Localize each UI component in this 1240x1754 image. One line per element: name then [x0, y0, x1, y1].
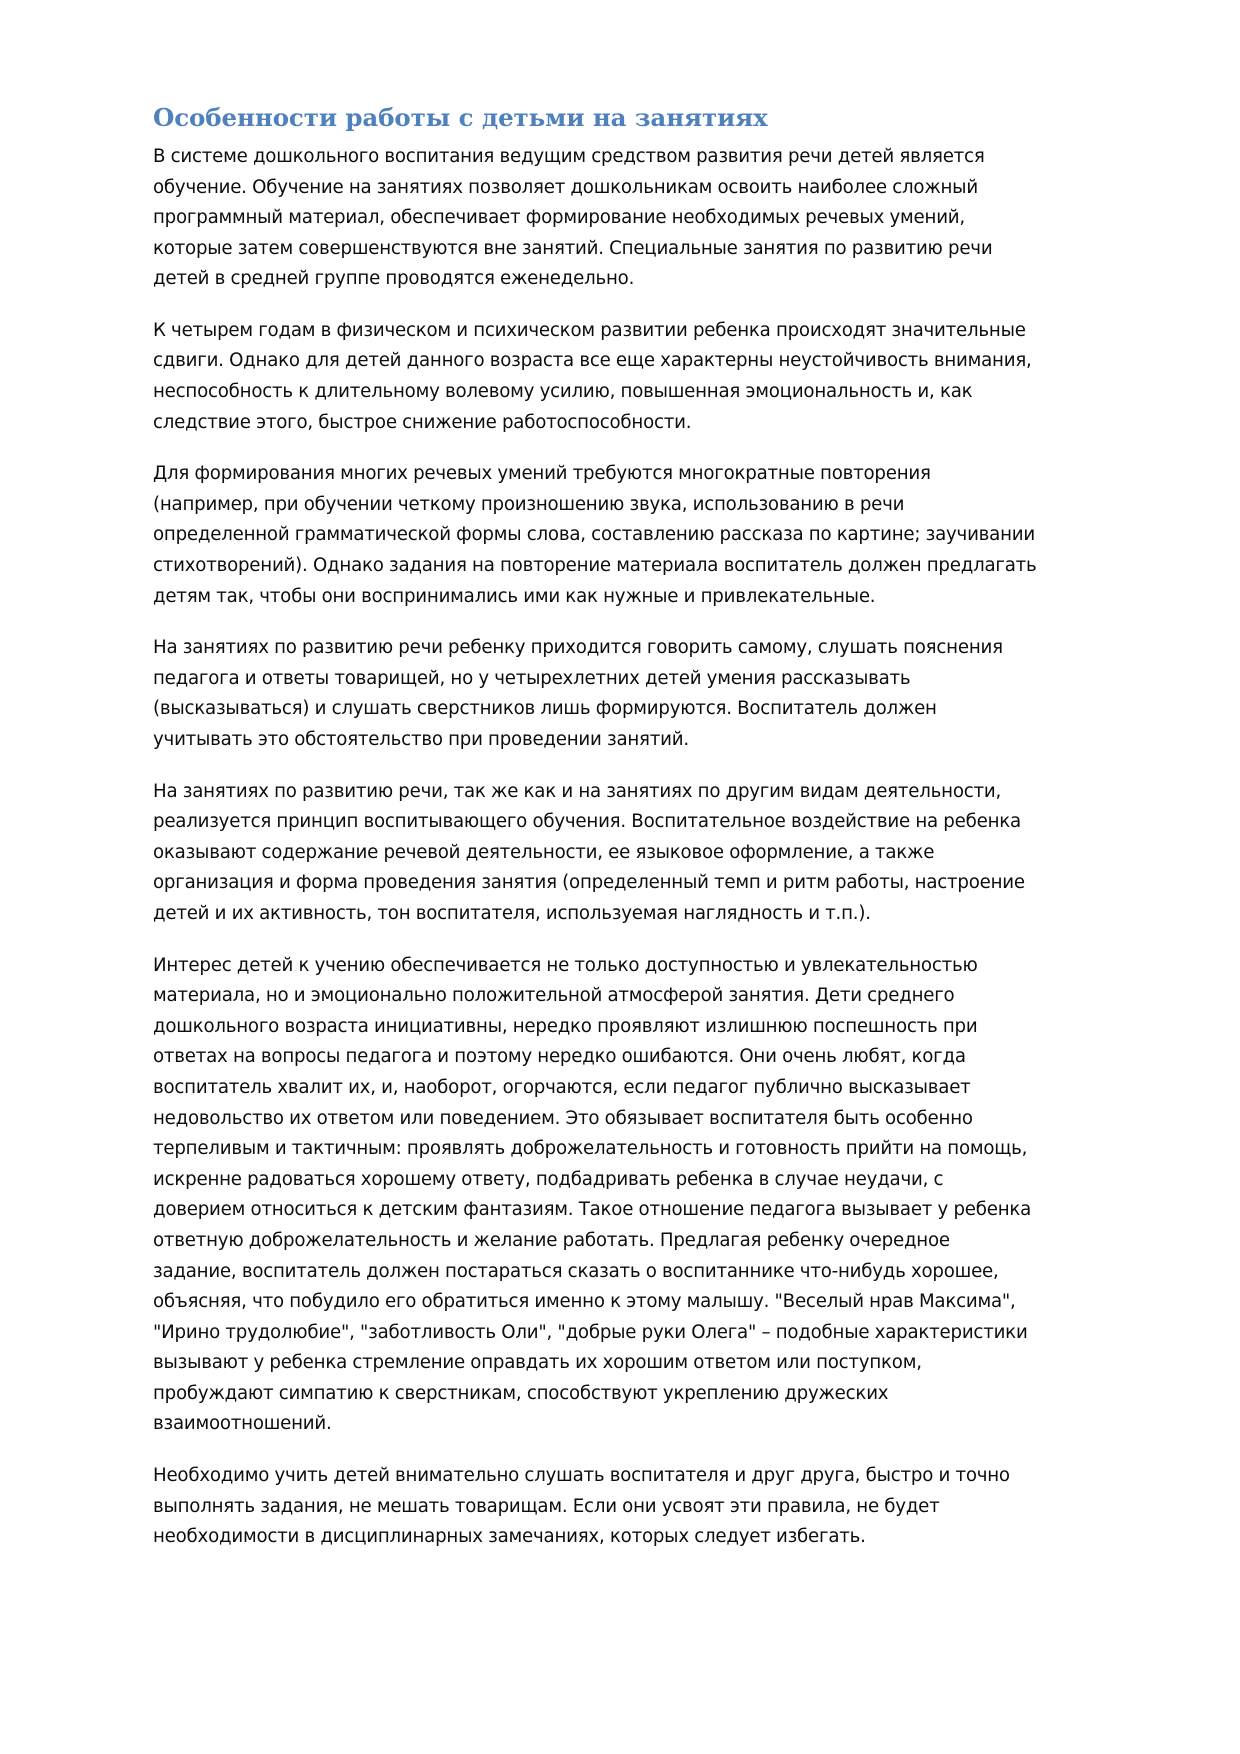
paragraph: В системе дошкольного воспитания ведущим средством развития речи детей является обучение. Обучение на занятиях позволяет дошкольникам освоить наиболее сложный программный материал, обеспечивает формирование необходимых речевых умений, которые затем совершенствуются вне занятий. Специальные занятия по развитию речи детей в средней группе проводятся еженедельно.: [153, 145, 993, 290]
paragraph: На занятиях по развитию речи ребенку приходится говорить самому, слушать пояснения педагога и ответы товарищей, но у четырехлетних детей умения рассказывать (высказываться) и слушать сверстников лишь формируются. Воспитатель должен учитывать это обстоятельство при проведении занятий.: [153, 637, 1003, 750]
paragraph: К четырем годам в физическом и психическом развитии ребенка происходят значительные сдвиги. Однако для детей данного возраста все еще характерны неустойчивость внимания, неспособность к длительному волевому усилию, повышенная эмоциональность и, как следствие этого, быстрое снижение работоспособности.: [153, 319, 1032, 433]
paragraph: Для формирования многих речевых умений требуются многократные повторения (например, при обучении четкому произношению звука, использованию в речи определенной грамматической формы слова, составлению рассказа по картине; заучивании стихотворений). Однако задания на повторение материала воспитатель должен предлагать детям так, чтобы они воспринимались ими как нужные и привлекательные.: [153, 463, 1037, 607]
paragraph: На занятиях по развитию речи, так же как и на занятиях по другим видам деятельности, реализуется принцип воспитывающего обучения. Воспитательное воздействие на ребенка оказывают содержание речевой деятельности, ее языковое оформление, а также организация и форма проведения занятия (определенный темп и ритм работы, настроение детей и их активность, тон воспитателя, используемая наглядность и т.п.).: [153, 780, 1025, 924]
paragraph: Интерес детей к учению обеспечивается не только доступностью и увлекательностью материала, но и эмоционально положительной атмосферой занятия. Дети среднего дошкольного возраста инициативны, нередко проявляют излишнюю поспешность при ответах на вопросы педагога и поэтому нередко ошибаются. Они очень любят, когда воспитатель хвалит их, и, наоборот, огорчаются, если педагог публично высказывает недовольство их ответом или поведением. Это обязывает воспитателя быть особенно терпеливым и тактичным: проявлять доброжелательность и готовность прийти на помощь, искренне радоваться хорошему ответу, подбадривать ребенка в случае неудачи, с доверием относиться к детским фантазиям. Такое отношение педагога вызывает у ребенка ответную доброжелательность и желание работать. Предлагая ребенку очередное задание, воспитатель должен постараться сказать о воспитаннике что-нибудь хорошее, объясняя, что побудило его обратиться именно к этому малышу. "Веселый нрав Максима", "Ирино трудолюбие", "заботливость Оли", "добрые руки Олега" – подобные характеристики вызывают у ребенка стремление оправдать их хорошим ответом или поступком, пробуждают симпатию к сверстникам, способствуют укреплению дружеских взаимоотношений.: [153, 954, 1032, 1435]
page-title: Особенности работы с детьми на занятиях: [153, 103, 768, 132]
document-content: [153, 104, 1037, 1553]
paragraph: Необходимо учить детей внимательно слушать воспитателя и друг друга, быстро и точно выполнять задания, не мешать товарищам. Если они усвоят эти правила, не будет необходимости в дисциплинарных замечаниях, которых следует избегать.: [153, 1465, 1010, 1548]
